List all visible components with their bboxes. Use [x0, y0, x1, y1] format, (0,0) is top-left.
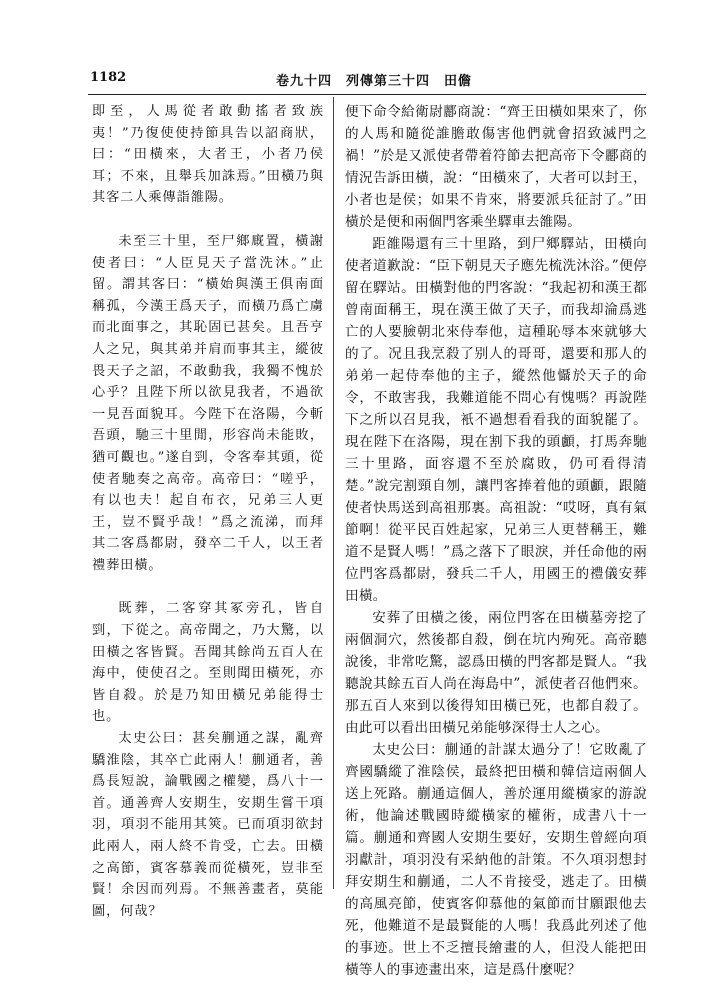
modern-translation-column [345, 101, 647, 981]
column-divider [333, 97, 334, 889]
running-title: 卷九十四 列傳第三十四 田儋 [276, 74, 473, 89]
classical-paragraph-1: 即至，人馬從者敢動搖者致族夷！”乃復使使持節具告以詔商狀，曰：“田橫來，大者王，小者乃侯耳；不來，且舉兵加誅焉。”田橫乃與其客二人乘傳詣雒陽。 [92, 104, 324, 206]
classical-text-column [92, 101, 324, 922]
classical-paragraph-4: 太史公曰：甚矣蒯通之謀，亂齊驕淮陰，其卒亡此兩人！蒯通者，善爲長短說，論戰國之權變，爲八十一首。通善齊人安期生，安期生嘗干項羽，項羽不能用其筴。已而項羽欲封此兩人，兩人終不肯受，亡去。田橫之高節，賓客慕義而從橫死，豈非至賢！余因而列焉。不無善畫者，莫能圖，何哉？ [92, 731, 324, 919]
classical-paragraph-3: 既葬，二客穿其冢旁孔，皆自剄，下從之。高帝聞之，乃大驚，以田橫之客皆賢。吾聞其餘尚五百人在海中，使使召之。至則聞田橫死，亦皆自殺。於是乃知田橫兄弟能得士也。 [92, 601, 324, 725]
translation-paragraph-1: 便下命令給衛尉酈商說：“齊王田橫如果來了，你的人馬和隨從誰膽敢傷害他們就會招致滅門之禍！”於是又派使者帶着符節去把高帝下令酈商的情況告訴田橫，說：“田橫來了，大者可以封王，小者也是侯；如果不肯來，將要派兵征討了。”田橫於是便和兩個門客乘坐驛車去雒陽。 [345, 104, 647, 230]
header-rule [88, 94, 646, 95]
translation-paragraph-2: 距雒陽還有三十里路，到尸鄉驛站，田橫向使者道歉說：“臣下朝見天子應先梳洗沐浴。”便停留在驛站。田橫對他的門客說：“我起初和漢王都曾南面稱王，現在漢王做了天子，而我却淪爲逃亡的人要臉朝北來侍奉他，這種恥辱本來就够大的了。况且我烹殺了别人的哥哥，還要和那人的弟弟一起侍奉他的主子，縱然他懾於天子的命令，不敢害我，我難道能不問心有愧嗎？再說陛下之所以召見我，衹不過想看看我的面貌罷了。現在陛下在洛陽，現在割下我的頭顱，打馬奔馳三十里路，面容還不至於腐敗，仍可看得清楚。”說完割頸自刎，讓門客捧着他的頭顱，跟隨使者快馬送到高祖那裏。高祖說：“哎呀，真有氣節啊！從平民百姓起家，兄弟三人更替稱王，難道不是賢人嗎！”爲之落下了眼淚，并任命他的兩位門客爲都尉，發兵二千人，用國王的禮儀安葬田橫。 [345, 236, 647, 604]
classical-paragraph-2: 未至三十里，至尸鄉廐置，橫謝使者曰：“人臣見天子當洗沐。”止留。謂其客曰：“橫始與漢王俱南面稱孤，今漢王爲天子，而橫乃爲亡虜而北面事之，其恥固已甚矣。且吾亨人之兄，與其弟并肩而事其主，縱彼畏天子之詔，不敢動我，我獨不愧於心乎？且陛下所以欲見我者，不過欲一見吾面貌耳。今陛下在洛陽，今斬吾頭，馳三十里閒，形容尚未能敗，猶可觀也。”遂自剄，令客奉其頭，從使者馳奏之高帝。高帝曰：“嗟乎，有以也夫！起自布衣，兄弟三人更王，豈不賢乎哉！”爲之流涕，而拜其二客爲都尉，發卒二千人，以王者禮葬田橫。 [92, 233, 324, 573]
translation-paragraph-3: 安葬了田橫之後，兩位門客在田橫墓旁挖了兩個洞穴，然後都自殺，倒在坑内殉死。高帝聽說後，非常吃驚，認爲田橫的門客都是賢人。“我聽說其餘五百人尚在海島中”，派使者召他們來。那五百人來到以後得知田橫已死，也都自殺了。由此可以看出田橫兄弟能够深得士人之心。 [345, 610, 647, 736]
translation-paragraph-4: 太史公曰：蒯通的計謀太過分了！它敗亂了齊國驕縱了淮陰侯，最終把田橫和韓信這兩個人送上死路。蒯通這個人，善於運用縱橫家的游說術，他論述戰國時縱橫家的權術，成書八十一篇。蒯通和齊國人安期生要好，安期生曾經向項羽獻計，項羽没有采納他的計策。不久項羽想封拜安期生和蒯通，二人不肯接受，逃走了。田橫的高風亮節，使賓客仰慕他的氣節而甘願跟他去死，他難道不是最賢能的人嗎！我爲此列述了他的事迹。世上不乏擅長繪畫的人，但没人能把田橫等人的事迹畫出來，這是爲什麼呢？ [345, 742, 647, 978]
page-number: 1182 [90, 70, 127, 85]
